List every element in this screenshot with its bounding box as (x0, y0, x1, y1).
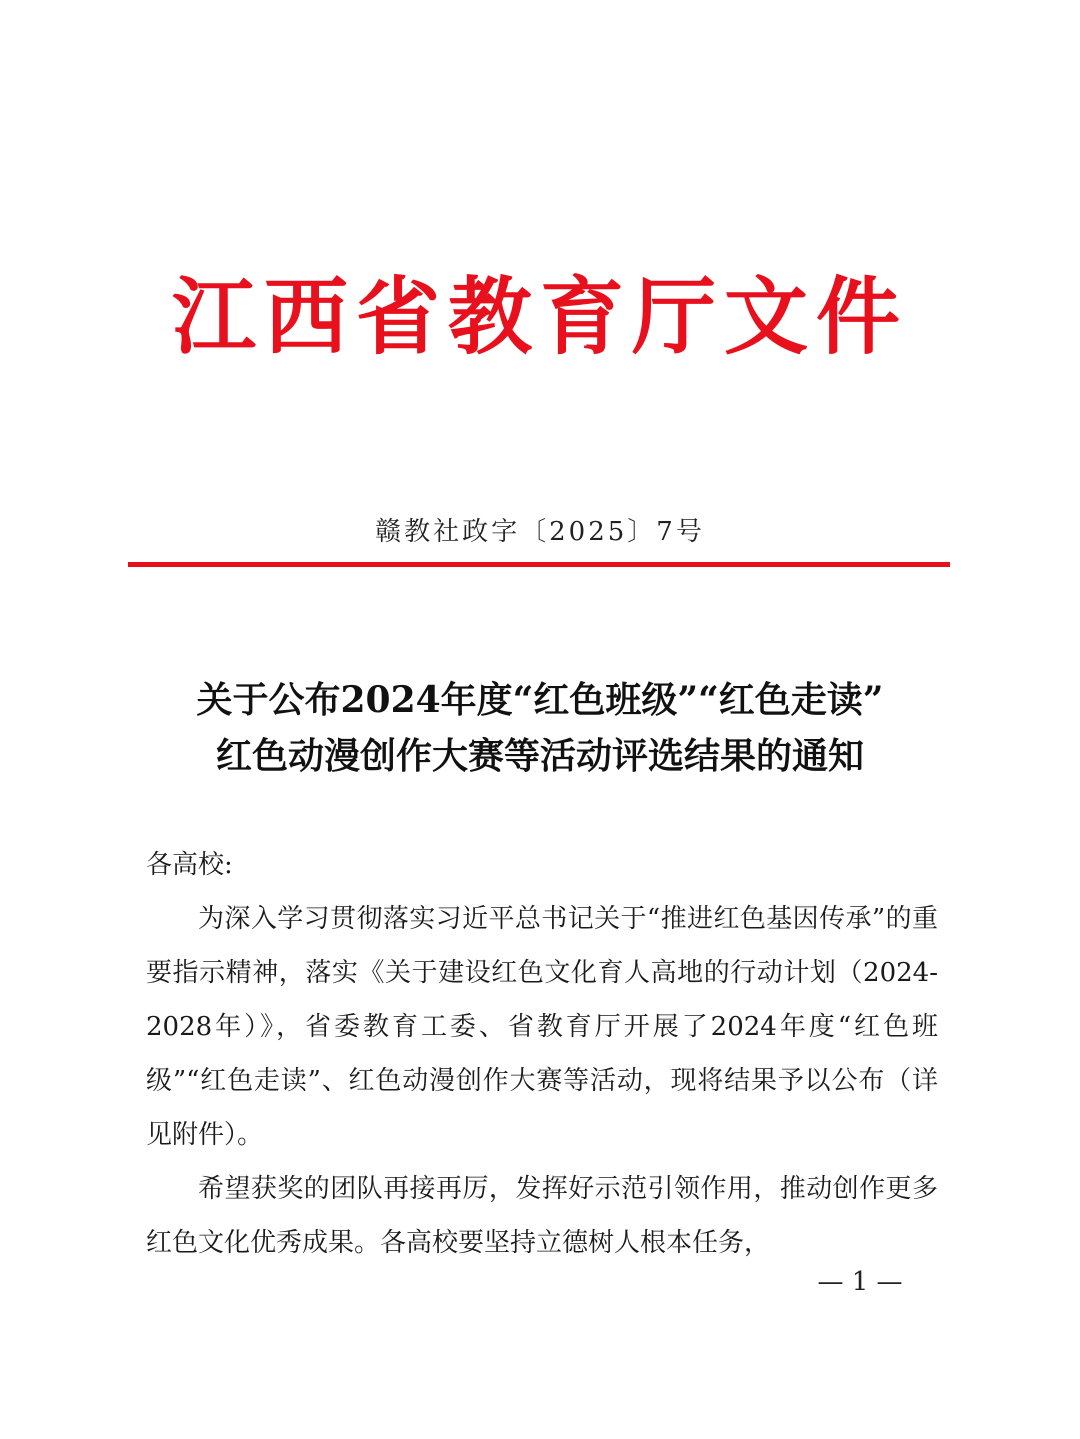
red-separator-line (128, 562, 950, 567)
page-number: — 1 — (817, 1267, 903, 1297)
masthead-title: 江西省教育厅文件 (171, 268, 908, 366)
notice-body (146, 838, 938, 1270)
notice-title-line-2: 红色动漫创作大赛等活动评选结果的通知 (215, 735, 864, 777)
body-paragraph-1: 为深入学习贯彻落实习近平总书记关于“推进红色基因传承”的重要指示精神，落实《关于建设红色文化育人高地的行动计划（2024-2028年）》，省委教育工委、省教育厅开展了2024年度“红色班级”“红色走读”、红色动漫创作大赛等活动，现将结果予以公布（详见附件）。 (146, 904, 938, 1150)
body-paragraph-2: 希望获奖的团队再接再厉，发挥好示范引领作用，推动创作更多红色文化优秀成果。各高校要坚持立德树人根本任务， (146, 1174, 938, 1258)
notice-title-line-1: 关于公布2024年度“红色班级”“红色走读” (196, 679, 884, 721)
document-number: 赣教社政字〔2025〕7号 (375, 517, 705, 547)
notice-title (120, 672, 960, 784)
salutation: 各高校: (146, 850, 233, 880)
